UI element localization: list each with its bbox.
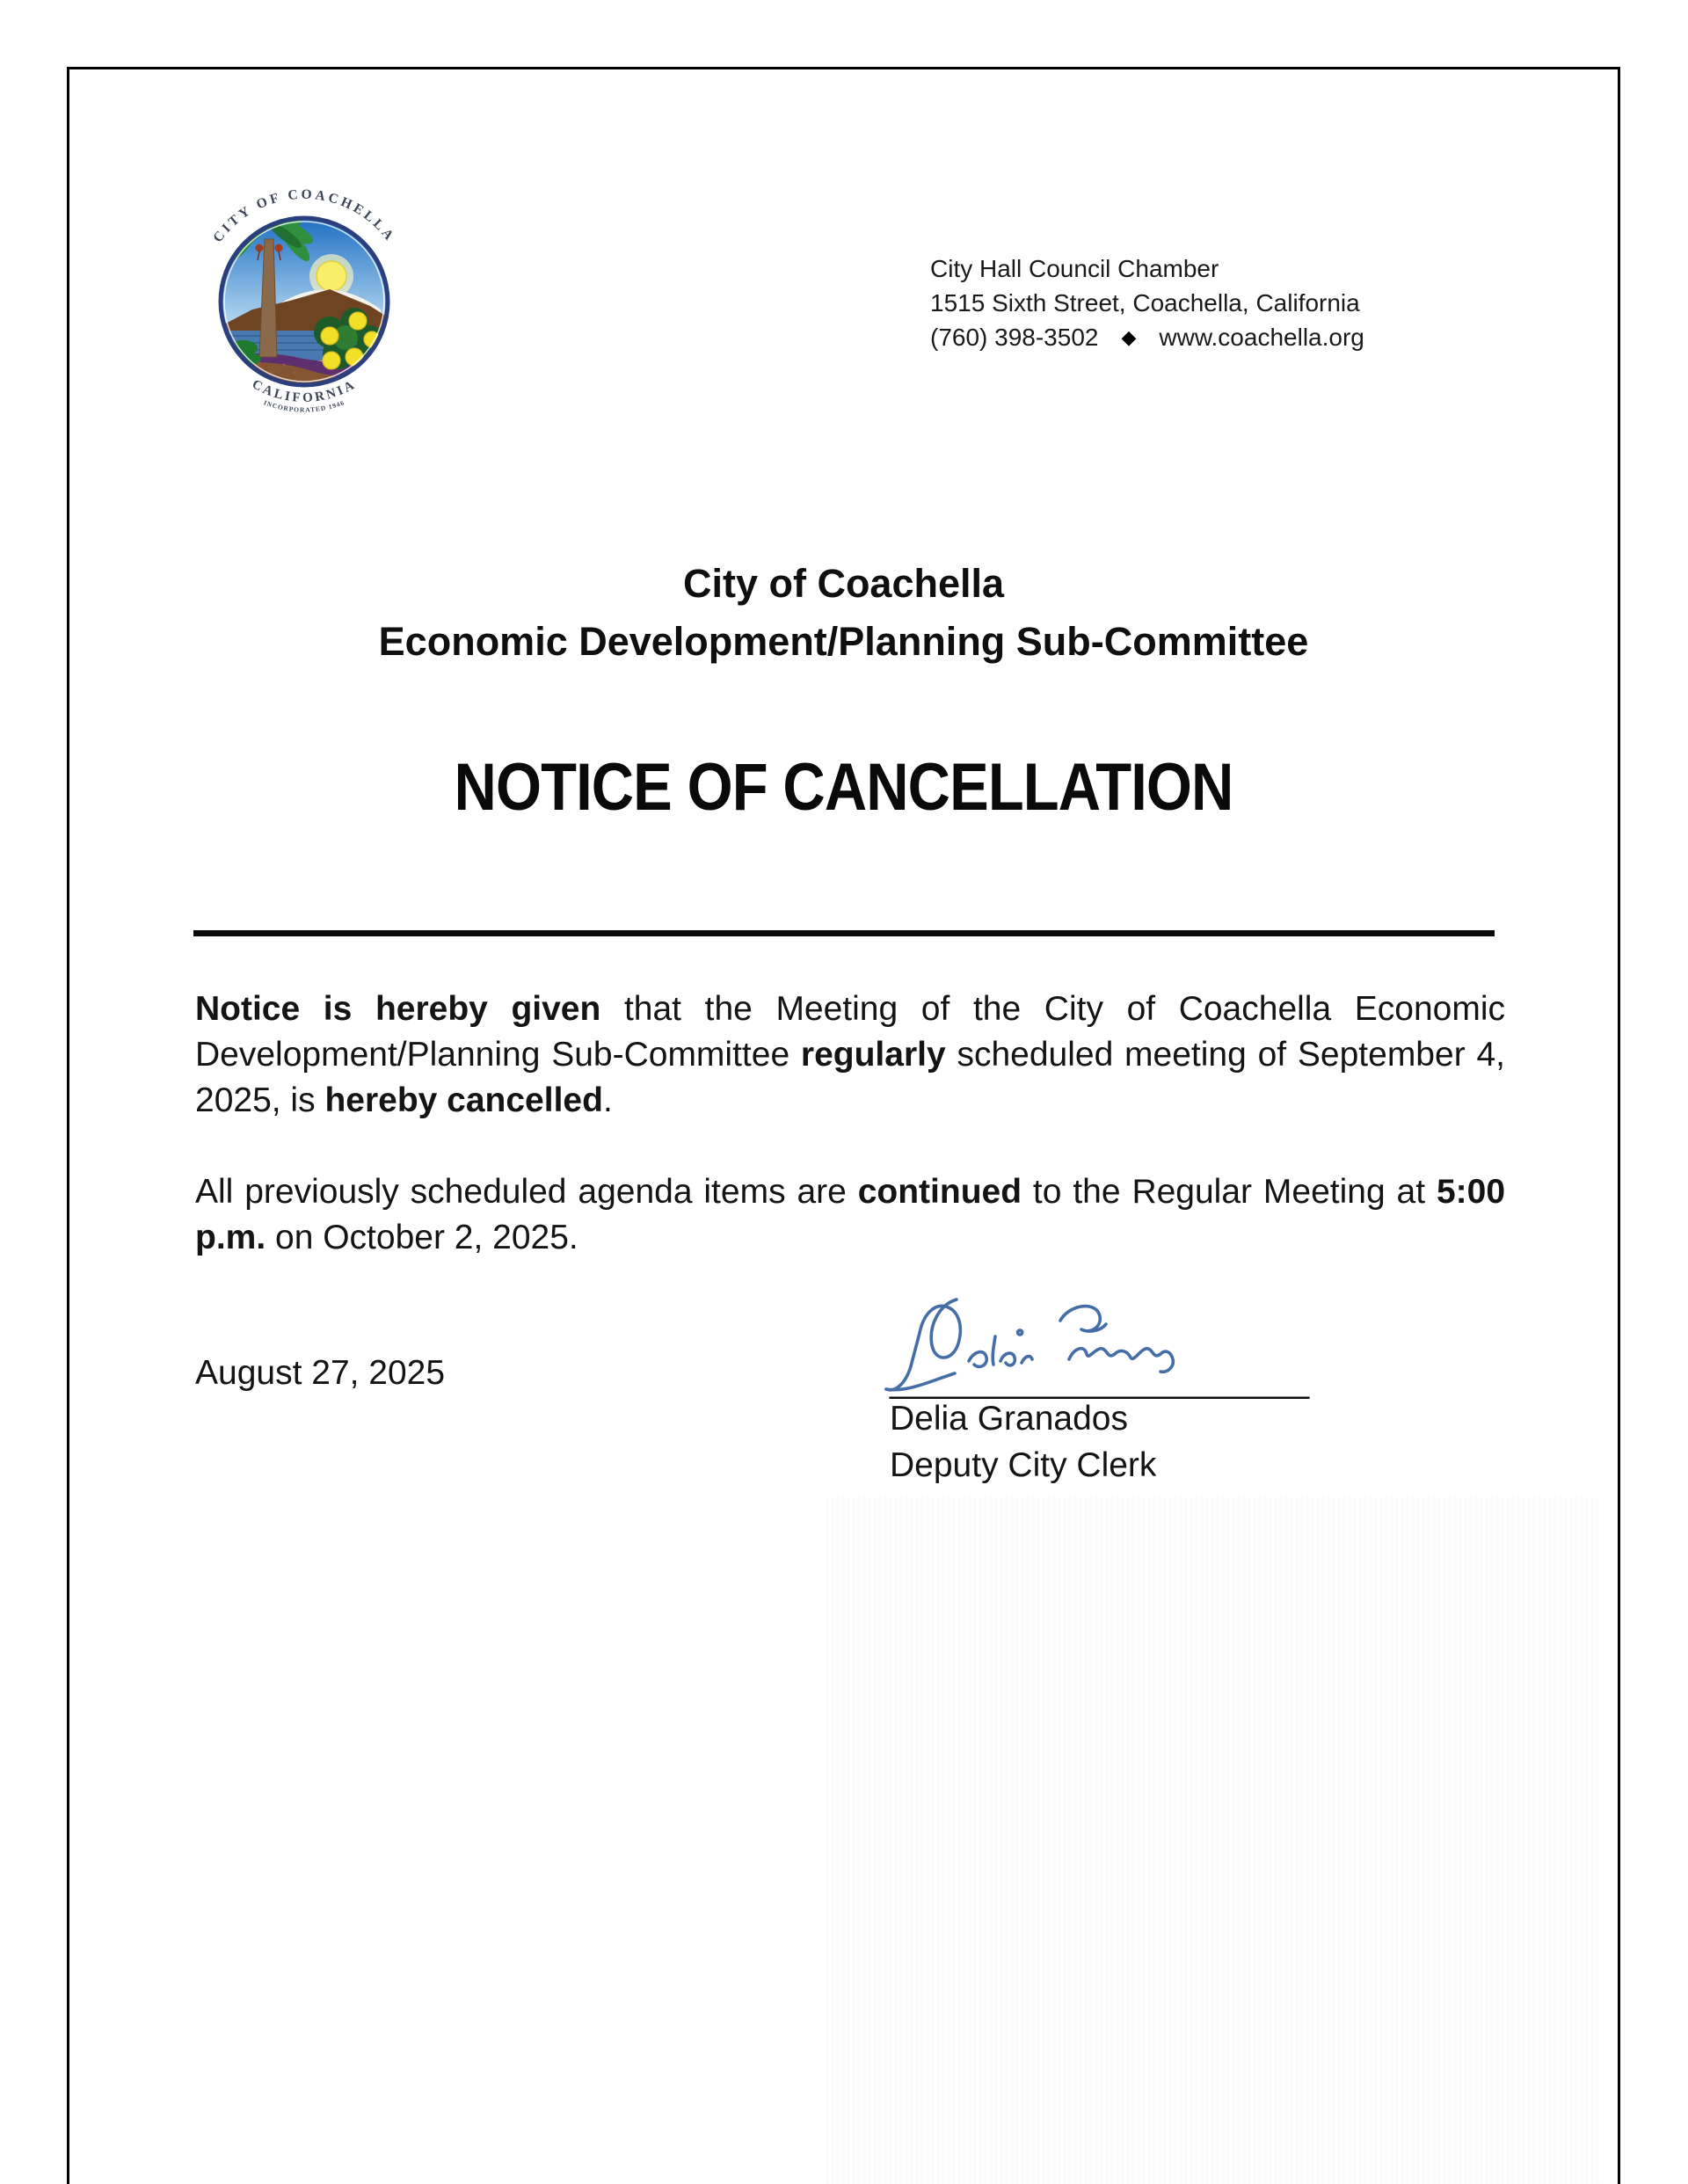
seal-arc-top-text: CITY OF COACHELLA: [210, 186, 398, 245]
sun: [316, 261, 346, 291]
signer-title: Deputy City Clerk: [890, 1446, 1157, 1484]
phone-number: (760) 398-3502: [930, 324, 1099, 351]
org-title: City of Coachella: [682, 561, 1005, 606]
seal-scene: [219, 206, 389, 383]
city-seal-logo: [198, 185, 418, 422]
body-paragraph-1: Notice is hereby given that the Meeting of the City of Coachella Economic Development/Planning Sub-Committee regularly scheduled meeting of September 4, 2025, is hereby cancelled.: [195, 990, 1505, 1119]
seal-arc-incorporated-text: INCORPORATED 1946: [262, 398, 346, 414]
date-text: August 27, 2025: [195, 1354, 446, 1392]
horizontal-rule: [193, 930, 1495, 936]
diamond-icon: ◆: [1121, 326, 1137, 348]
date-cluster: [256, 244, 264, 252]
body-paragraph-2: All previously scheduled agenda items are continued to the Regular Meeting at 5:00 p.m. on October 2, 2025.: [195, 1173, 1506, 1256]
website-url: www.coachella.org: [1159, 324, 1364, 351]
signature-line: ______________________: [890, 1362, 1310, 1400]
address-line-1: City Hall Council Chamber: [930, 255, 1219, 282]
signer-name: Delia Granados: [890, 1400, 1128, 1438]
address-line-2: 1515 Sixth Street, Coachella, California: [930, 289, 1360, 317]
phone-web-line: [930, 320, 1364, 354]
notice-title: NOTICE OF CANCELLATION: [454, 750, 1233, 825]
committee-title: Economic Development/Planning Sub-Committee: [378, 619, 1309, 664]
header-address-block: [930, 251, 1364, 354]
date-cluster: [275, 244, 283, 252]
seal-arc-bottom-text: CALIFORNIA: [249, 377, 360, 406]
